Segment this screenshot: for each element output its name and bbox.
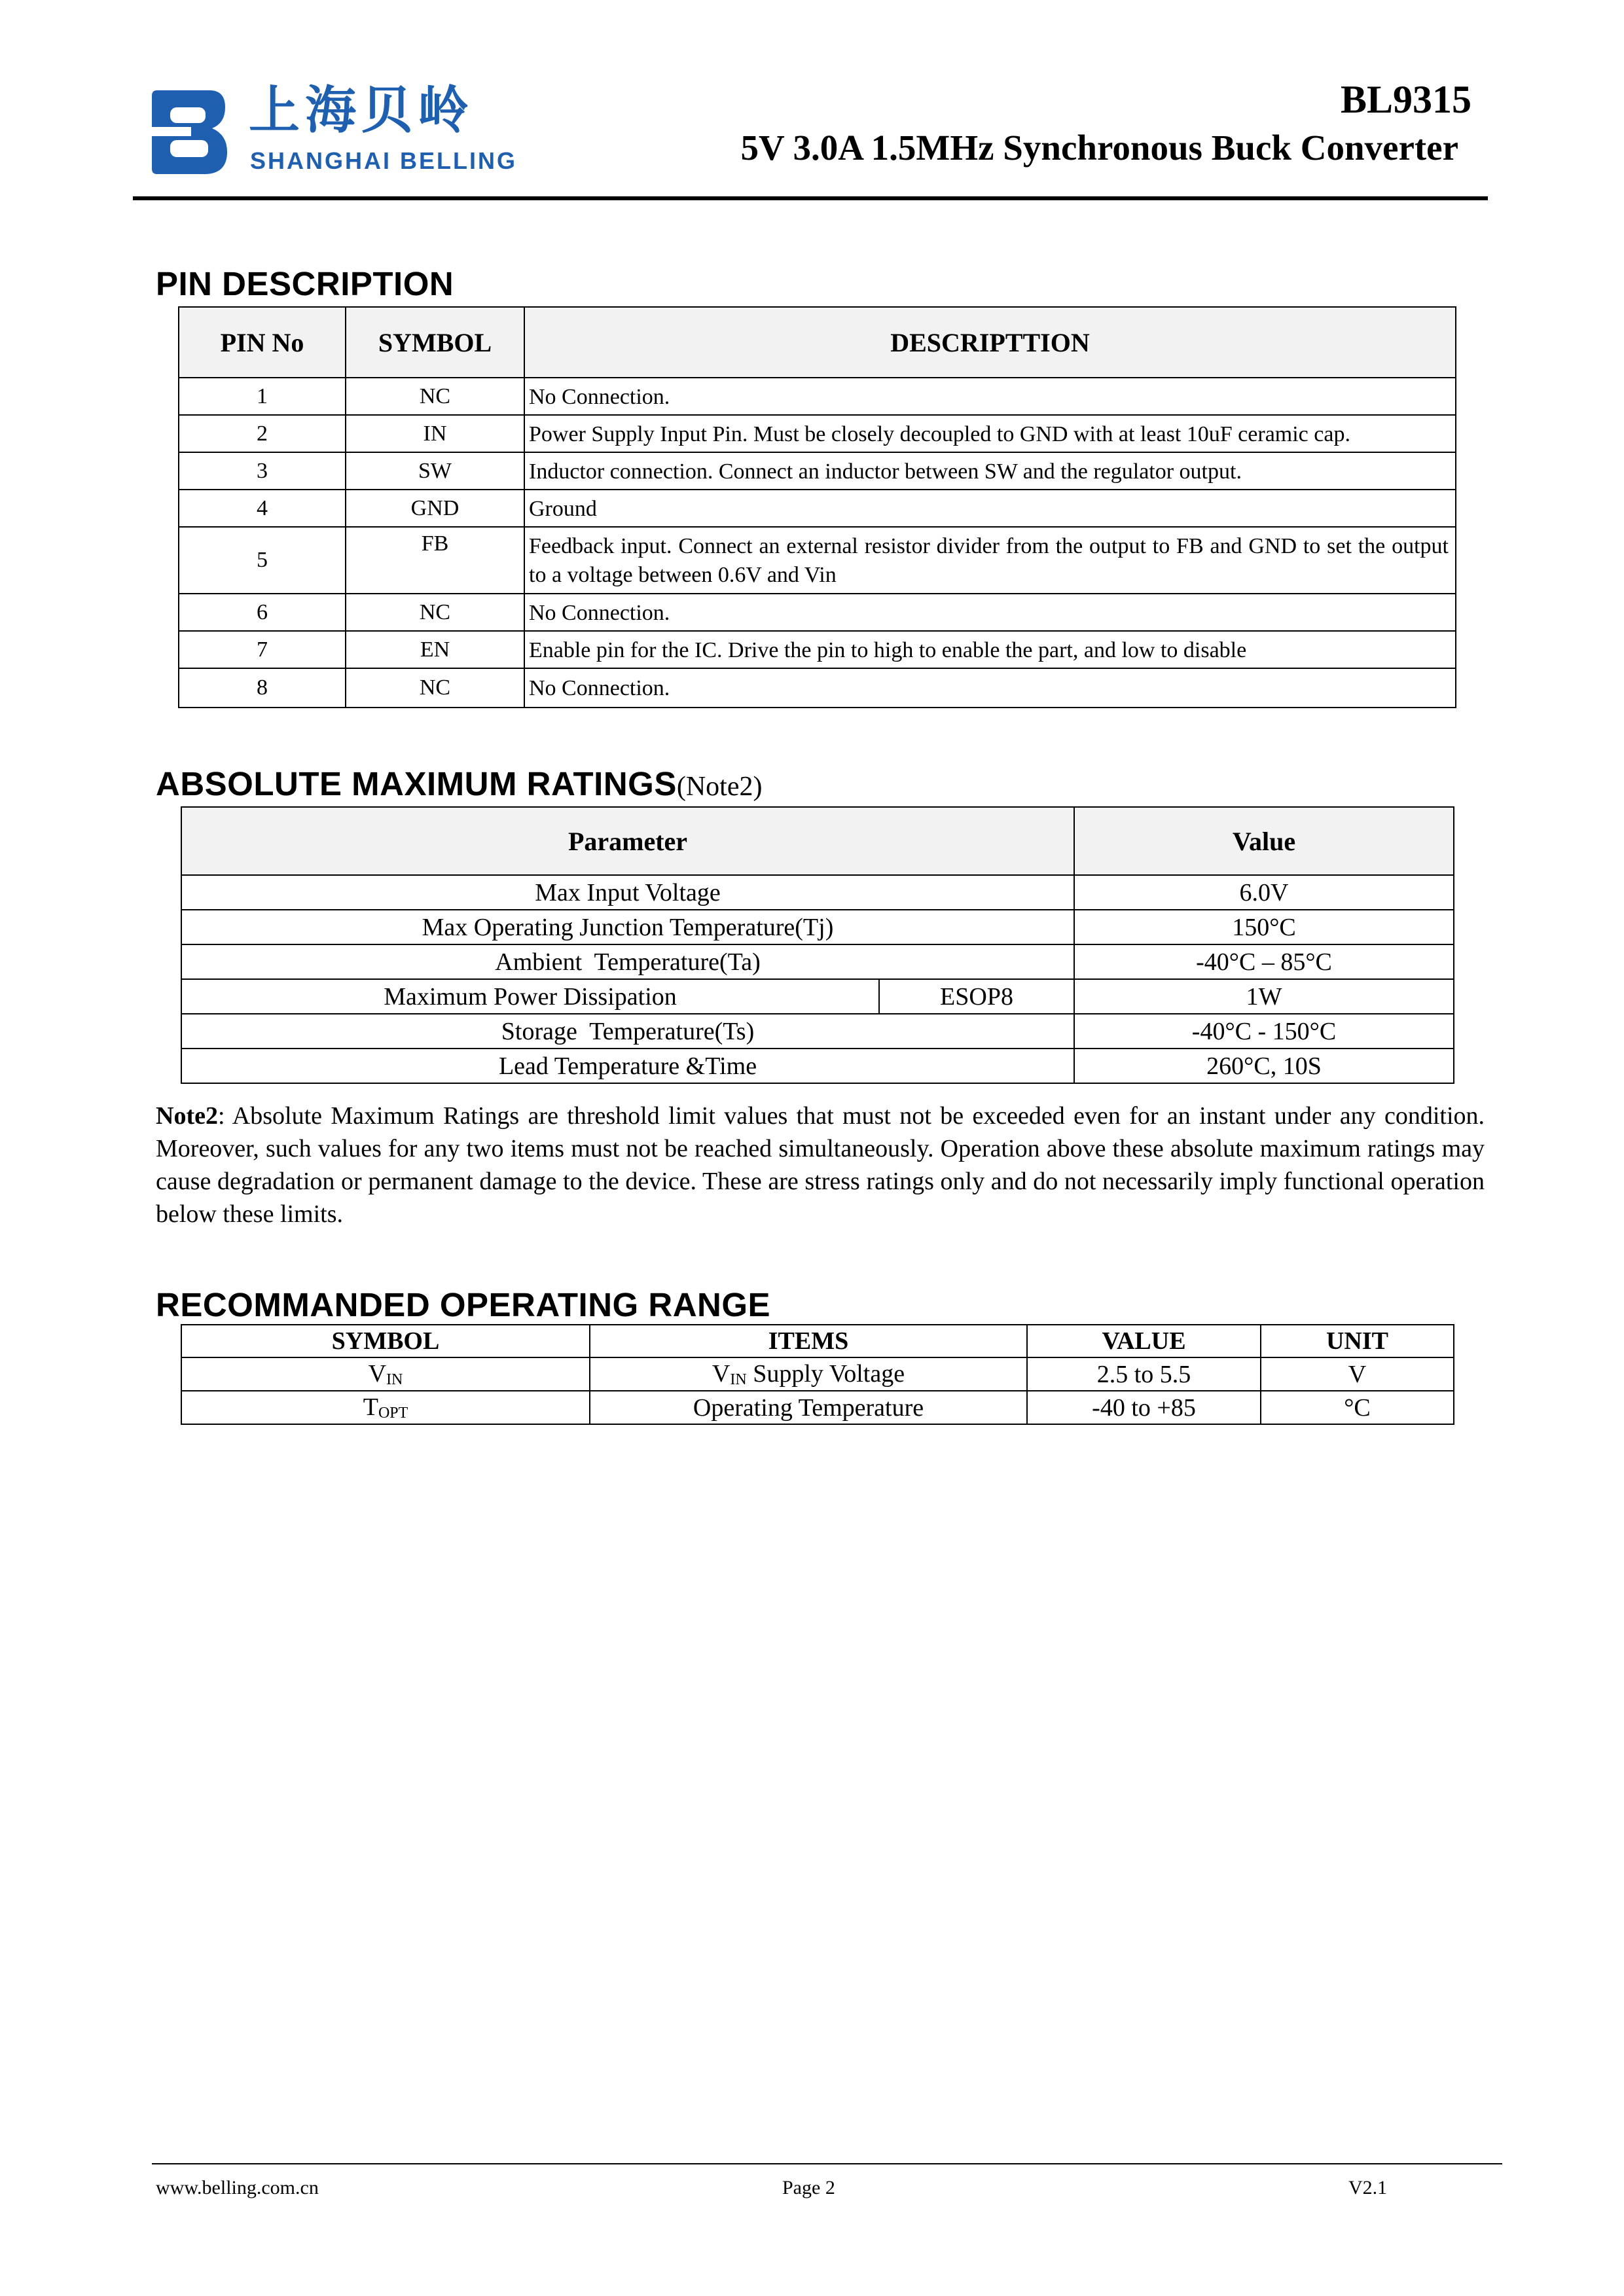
table-row bbox=[179, 378, 1456, 415]
table-row bbox=[181, 1014, 1454, 1049]
pin-symbol: NC bbox=[346, 594, 524, 631]
table-row bbox=[179, 668, 1456, 708]
pin-number: 4 bbox=[179, 490, 346, 527]
absolute-maximum-ratings-title bbox=[156, 767, 762, 800]
pin-desc: Ground bbox=[524, 490, 1456, 527]
column-header: SYMBOL bbox=[346, 307, 524, 378]
pin-description-title: PIN DESCRIPTION bbox=[156, 265, 454, 302]
symbol bbox=[181, 1391, 590, 1424]
value: 150°C bbox=[1074, 910, 1454, 944]
pin-number: 1 bbox=[179, 378, 346, 415]
item bbox=[590, 1357, 1027, 1391]
symbol-main: V bbox=[368, 1359, 387, 1388]
column-header: PIN No bbox=[179, 307, 346, 378]
pin-desc: No Connection. bbox=[524, 378, 1456, 415]
table-row bbox=[179, 527, 1456, 594]
column-header: VALUE bbox=[1027, 1325, 1261, 1357]
table-row bbox=[181, 910, 1454, 944]
pin-desc: Enable pin for the IC. Drive the pin to high to enable the part, and low to disable bbox=[524, 631, 1456, 668]
pin-description-table bbox=[178, 306, 1456, 708]
pin-symbol: EN bbox=[346, 631, 524, 668]
pin-symbol: FB bbox=[346, 527, 524, 594]
parameter: Lead Temperature &Time bbox=[181, 1049, 1074, 1083]
column-header: SYMBOL bbox=[181, 1325, 590, 1357]
symbol-subscript: IN bbox=[386, 1371, 403, 1388]
symbol bbox=[181, 1357, 590, 1391]
operating-range-table bbox=[181, 1324, 1454, 1425]
section-title-text: ABSOLUTE MAXIMUM RATINGS bbox=[156, 765, 677, 802]
footer-page-number: Page 2 bbox=[782, 2177, 835, 2198]
note-text: : Absolute Maximum Ratings are threshold limit values that must not be exceeded even for an instant under any condition. Moreover, such values for any two items must not be reached simultaneously. Operation above these absolute maximum ratings may cause degradation or permanent damage to the device. These are stress ratings only and do not necessarily imply functional operation below these limits. bbox=[156, 1102, 1485, 1228]
logo-chinese-name: 上海贝岭 bbox=[249, 81, 475, 140]
item-prefix: V bbox=[712, 1359, 731, 1388]
pin-desc: Power Supply Input Pin. Must be closely decoupled to GND with at least 10uF ceramic cap. bbox=[524, 415, 1456, 452]
pin-symbol: SW bbox=[346, 452, 524, 490]
table-row bbox=[179, 452, 1456, 490]
item-subscript: IN bbox=[730, 1371, 747, 1388]
item: Operating Temperature bbox=[590, 1391, 1027, 1424]
column-header: Value bbox=[1074, 807, 1454, 875]
table-row bbox=[179, 415, 1456, 452]
pin-number: 3 bbox=[179, 452, 346, 490]
pin-symbol: IN bbox=[346, 415, 524, 452]
pin-number: 5 bbox=[179, 527, 346, 594]
part-number: BL9315 bbox=[1340, 78, 1471, 121]
document-subtitle: 5V 3.0A 1.5MHz Synchronous Buck Converter bbox=[740, 128, 1458, 168]
pin-number: 8 bbox=[179, 668, 346, 708]
header-divider bbox=[133, 196, 1488, 200]
operating-range-title: RECOMMANDED OPERATING RANGE bbox=[156, 1286, 771, 1323]
absolute-maximum-ratings-table bbox=[181, 806, 1454, 1084]
shanghai-belling-logo-icon bbox=[152, 90, 227, 174]
table-row bbox=[181, 1049, 1454, 1083]
footer-divider bbox=[152, 2163, 1502, 2164]
pin-desc: Inductor connection. Connect an inductor between SW and the regulator output. bbox=[524, 452, 1456, 490]
column-header: Parameter bbox=[181, 807, 1074, 875]
pin-desc: No Connection. bbox=[524, 594, 1456, 631]
pin-symbol: GND bbox=[346, 490, 524, 527]
column-header: DESCRIPTTION bbox=[524, 307, 1456, 378]
footer-version: V2.1 bbox=[1348, 2177, 1388, 2198]
table-row bbox=[181, 944, 1454, 979]
item-text: Supply Voltage bbox=[746, 1359, 905, 1388]
symbol-main: T bbox=[363, 1393, 378, 1421]
note-reference: (Note2) bbox=[676, 772, 763, 802]
value: -40 to +85 bbox=[1027, 1391, 1261, 1424]
symbol-subscript: OPT bbox=[378, 1404, 408, 1422]
footer-website: www.belling.com.cn bbox=[156, 2177, 319, 2198]
pin-number: 6 bbox=[179, 594, 346, 631]
table-row bbox=[181, 1357, 1454, 1391]
logo-english-name: SHANGHAI BELLING bbox=[250, 147, 517, 174]
table-row bbox=[181, 875, 1454, 910]
value: 1W bbox=[1074, 979, 1454, 1014]
parameter: Max Input Voltage bbox=[181, 875, 1074, 910]
value: 6.0V bbox=[1074, 875, 1454, 910]
pin-symbol: NC bbox=[346, 668, 524, 708]
pin-symbol: NC bbox=[346, 378, 524, 415]
note2-paragraph bbox=[156, 1100, 1485, 1230]
value: -40°C – 85°C bbox=[1074, 944, 1454, 979]
pin-desc: No Connection. bbox=[524, 668, 1456, 708]
value: 2.5 to 5.5 bbox=[1027, 1357, 1261, 1391]
parameter: Storage Temperature(Ts) bbox=[181, 1014, 1074, 1049]
pin-desc: Feedback input. Connect an external resistor divider from the output to FB and GND to set the output to a voltage between 0.6V and Vin bbox=[524, 527, 1456, 594]
parameter: Maximum Power Dissipation bbox=[181, 979, 879, 1014]
parameter: Ambient Temperature(Ta) bbox=[181, 944, 1074, 979]
table-row bbox=[179, 490, 1456, 527]
pin-number: 2 bbox=[179, 415, 346, 452]
table-row bbox=[181, 1391, 1454, 1424]
note-label: Note2 bbox=[156, 1102, 218, 1130]
unit: V bbox=[1261, 1357, 1454, 1391]
parameter: Max Operating Junction Temperature(Tj) bbox=[181, 910, 1074, 944]
unit: °C bbox=[1261, 1391, 1454, 1424]
table-row bbox=[179, 594, 1456, 631]
column-header: ITEMS bbox=[590, 1325, 1027, 1357]
package: ESOP8 bbox=[879, 979, 1074, 1014]
table-row bbox=[181, 979, 1454, 1014]
pin-number: 7 bbox=[179, 631, 346, 668]
value: -40°C - 150°C bbox=[1074, 1014, 1454, 1049]
column-header: UNIT bbox=[1261, 1325, 1454, 1357]
value: 260°C, 10S bbox=[1074, 1049, 1454, 1083]
table-row bbox=[179, 631, 1456, 668]
